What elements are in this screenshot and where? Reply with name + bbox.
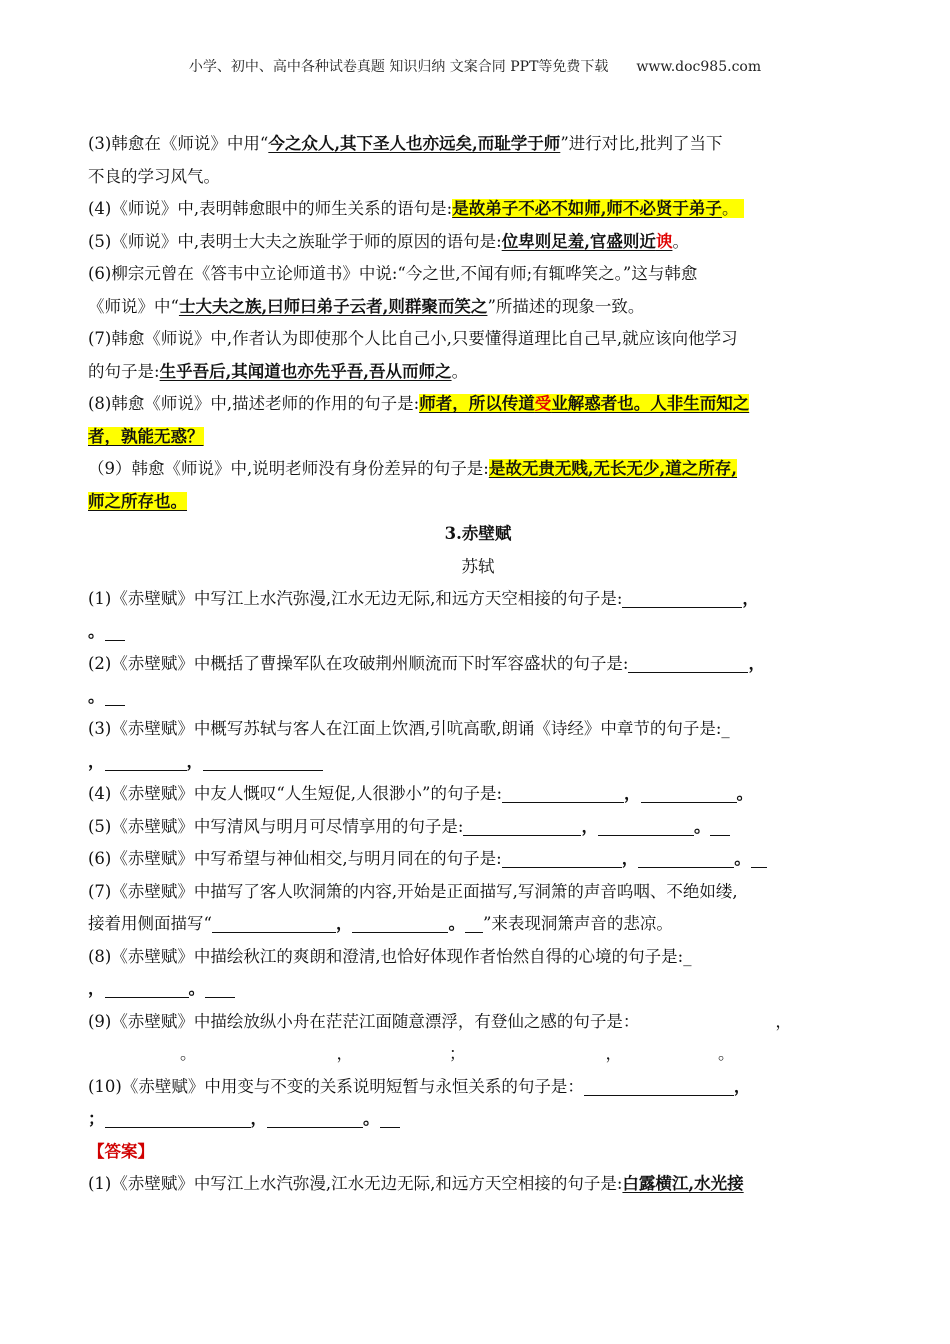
answer-text: 者，孰能无惑？	[88, 426, 204, 446]
fill-blank[interactable]	[105, 750, 187, 771]
answer-text: 士大夫之族,曰师曰弟子云者,则群聚而笑之	[178, 296, 488, 316]
fill-blank[interactable]	[751, 847, 767, 868]
page-header	[0, 56, 950, 76]
section-title: 3.赤壁赋	[444, 524, 512, 543]
fill-blank[interactable]	[628, 652, 748, 673]
answer-text: 是故无贵无贱,无长无少,道之所存,	[488, 459, 738, 478]
fill-blank[interactable]	[105, 620, 125, 641]
chibi-q5: (5)《赤壁赋》中写清风与明月可尽情享用的句子是: ， 。	[88, 811, 868, 844]
answer-text: 今之众人,其下圣人也亦远矣,而耻学于师	[268, 134, 561, 153]
fill-blank[interactable]	[352, 912, 448, 933]
fill-blank[interactable]	[212, 912, 336, 933]
answer-a1: (1)《赤壁赋》中写江上水汽弥漫,江水无边无际,和远方天空相接的句子是:白露横江,水光接	[88, 1174, 744, 1193]
chibi-q10: (10)《赤壁赋》中用变与不变的关系说明短暂与永恒关系的句子是： ，	[88, 1076, 751, 1096]
chibi-q6: (6)《赤壁赋》中写希望与神仙相交,与明月同在的句子是: ， 。	[88, 843, 868, 876]
shishuo-q6: (6)柳宗元曾在《答韦中立论师道书》中说:“今之世,不闻有师;有辄哗笑之。”这与韩愈	[88, 264, 698, 283]
chibi-q8: (8)《赤壁赋》中描绘秋江的爽朗和澄清,也恰好体现作者怡然自得的心境的句子是:_	[88, 946, 692, 966]
chibi-q3: (3)《赤壁赋》中概写苏轼与客人在江面上饮酒,引吭高歌,朗诵《诗经》中章节的句子是:_	[88, 719, 730, 738]
answer-text: 位卑则足羞,官盛则近	[501, 231, 656, 251]
chibi-q9-cont: 。 ， ； ， 。	[180, 1044, 735, 1063]
fill-blank[interactable]	[105, 1107, 251, 1128]
fill-blank[interactable]	[598, 815, 694, 836]
answer-text: 是故弟子不必不如师,师不必贤于弟子	[452, 199, 722, 218]
header-text: 小学、初中、高中各种试卷真题 知识归纳 文案合同 PPT等免费下载	[188, 59, 609, 75]
fill-blank[interactable]	[203, 750, 323, 771]
chibi-q7-cont: 接着用侧面描写“ ， 。 ”来表现洞箫声音的悲凉。	[88, 914, 673, 933]
answer-label: 【答案】	[88, 1141, 154, 1161]
fill-blank[interactable]	[465, 912, 483, 933]
answer-text: 生乎吾后,其闻道也亦先乎吾,吾从而师之	[159, 361, 452, 381]
red-char: 谀	[655, 231, 673, 251]
chibi-q1: (1)《赤壁赋》中写江上水汽弥漫,江水无边无际,和远方天空相接的句子是: ，	[88, 589, 759, 608]
fill-blank[interactable]	[502, 782, 624, 803]
shishuo-q9-cont	[88, 486, 868, 519]
shishuo-q5: (5)《师说》中,表明士大夫之族耻学于师的原因的语句是:位卑则足羞,官盛则近谀。	[88, 231, 689, 251]
shishuo-q4: (4)《师说》中,表明韩愈眼中的师生关系的语句是:是故弟子不必不如师,师不必贤于弟子。	[88, 193, 868, 226]
answer-text: 白露横江,水光接	[622, 1174, 744, 1193]
chibi-q10-cont: ； ， 。	[88, 1103, 868, 1136]
chibi-q3-cont: ， ，	[88, 746, 868, 779]
shishuo-q7: (7)韩愈《师说》中,作者认为即使那个人比自己小,只要懂得道理比自己早,就应该向他学习	[88, 329, 738, 348]
chibi-q9: (9)《赤壁赋》中描绘放纵小舟在茫茫江面随意漂浮，有登仙之感的句子是： ，	[88, 1011, 792, 1031]
fill-blank[interactable]	[641, 782, 737, 803]
shishuo-q9: （9）韩愈《师说》中,说明老师没有身份差异的句子是:是故无贵无贱,无长无少,道之所存,	[88, 459, 738, 478]
fill-blank[interactable]	[267, 1107, 363, 1128]
answer-text: 师之所存也。	[88, 491, 187, 511]
fill-blank[interactable]	[584, 1075, 734, 1096]
shishuo-q3: (3)韩愈在《师说》中用“今之众人,其下圣人也亦远矣,而耻学于师”进行对比,批判了当下	[88, 134, 723, 153]
shishuo-q7-cont: 的句子是:生乎吾后,其闻道也亦先乎吾,吾从而师之。	[88, 361, 469, 381]
chibi-q2-cont: 。	[88, 681, 868, 714]
fill-blank[interactable]	[380, 1107, 400, 1128]
shishuo-q3-cont: 不良的学习风气。	[88, 166, 220, 186]
chibi-q4: (4)《赤壁赋》中友人慨叹“人生短促,人很渺小”的句子是: ， 。	[88, 784, 754, 803]
document-body	[88, 128, 868, 1201]
shishuo-q6-cont: 《师说》中“士大夫之族,曰师曰弟子云者,则群聚而笑之”所描述的现象一致。	[88, 296, 645, 316]
shishuo-q8: (8)韩愈《师说》中,描述老师的作用的句子是:师者，所以传道受业解惑者也。人非生而知之	[88, 394, 750, 413]
fill-blank[interactable]	[622, 587, 742, 608]
section-author: 苏轼	[461, 556, 495, 576]
fill-blank[interactable]	[105, 977, 189, 998]
chibi-q8-cont: ， 。	[88, 973, 868, 1006]
fill-blank[interactable]	[205, 977, 235, 998]
fill-blank[interactable]	[105, 685, 125, 706]
fill-blank[interactable]	[638, 847, 734, 868]
chibi-q1-cont: 。	[88, 616, 868, 649]
fill-blank[interactable]	[502, 847, 622, 868]
fill-blank[interactable]	[710, 815, 730, 836]
shishuo-q8-cont	[88, 421, 868, 454]
chibi-q7: (7)《赤壁赋》中描写了客人吹洞箫的内容,开始是正面描写,写洞箫的声音呜咽、不绝如缕,	[88, 881, 738, 901]
header-url[interactable]: www.doc985.com	[636, 59, 762, 75]
red-char: 受	[534, 394, 552, 413]
fill-blank[interactable]	[463, 815, 581, 836]
chibi-q2: (2)《赤壁赋》中概括了曹操军队在攻破荆州顺流而下时军容盛状的句子是: ，	[88, 654, 765, 673]
